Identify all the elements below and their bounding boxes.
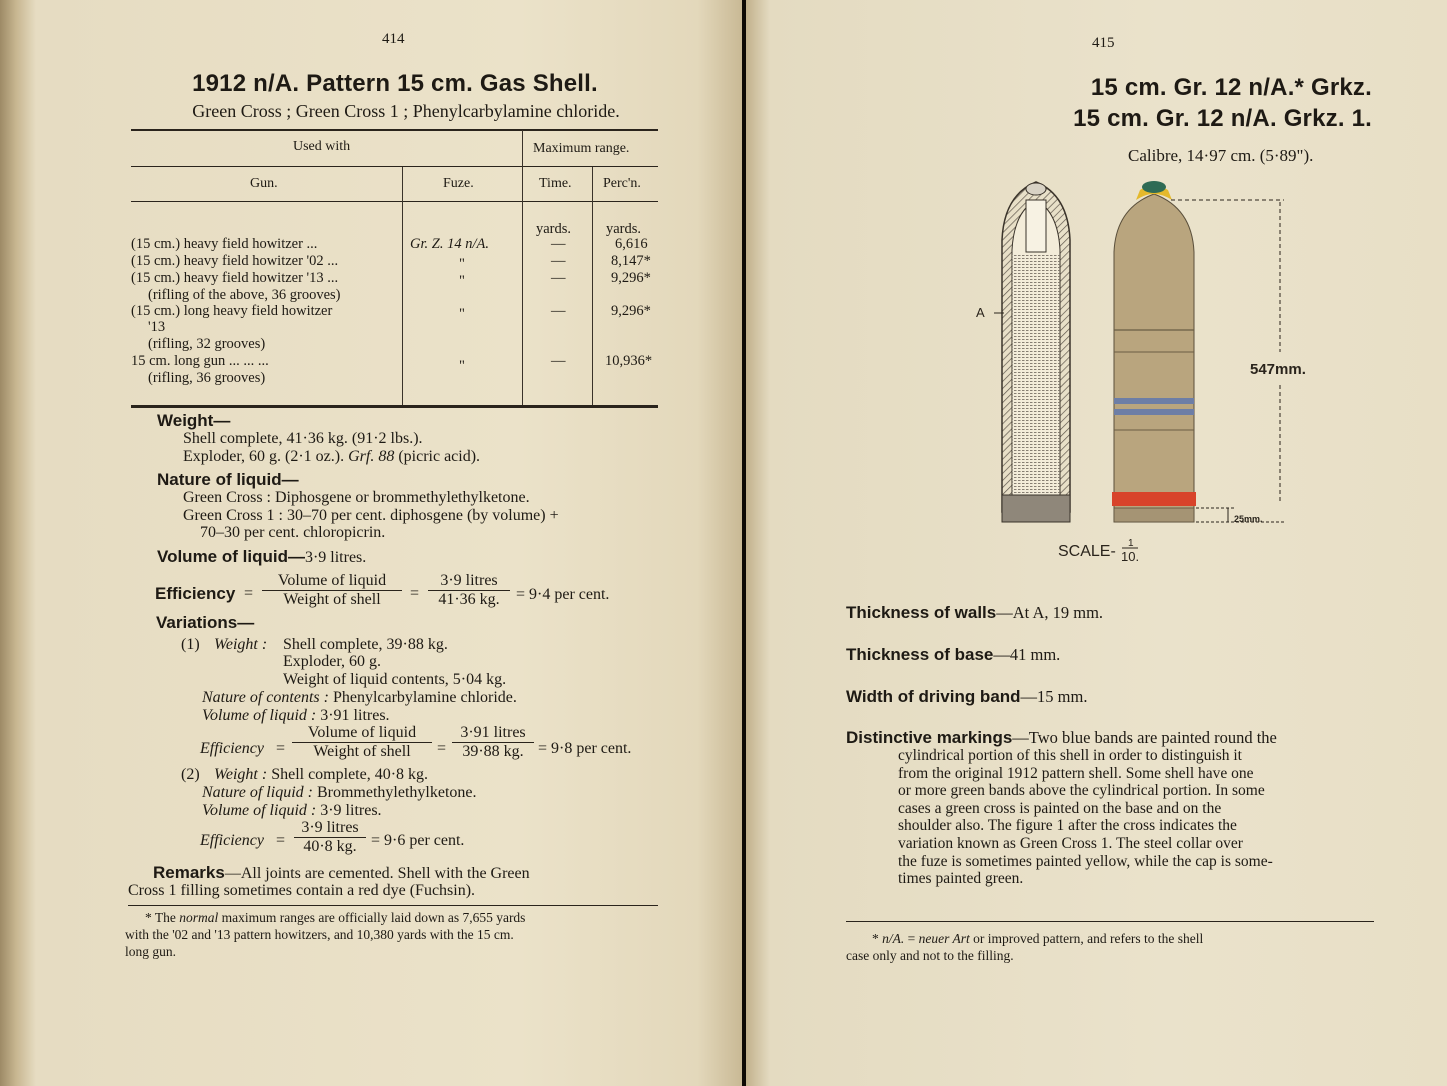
table-row-fuze: "	[459, 358, 465, 374]
table-row-perc: 9,296*	[611, 303, 651, 319]
header-time: Time.	[539, 176, 572, 191]
table-row-perc: 10,936*	[605, 353, 653, 369]
markings-text: cylindrical portion of this shell in order to distinguish it from the original 1912 pattern shell. Some shell have one or more green bands above the cylindrical portion. In some cases a green cross is painted on the base and on the shoulder also. The figure 1 after the cross indicates the variation known as Green Cross 1. The steel collar over the fuze is sometimes painted yellow, while the cap is some- times painted green.	[898, 747, 1273, 888]
efficiency-result: = 9·4 per cent.	[516, 586, 610, 603]
nature-line: 70–30 per cent. chloropicrin.	[200, 524, 386, 541]
scale-numerator: 1	[1128, 538, 1134, 549]
nature-line: Green Cross : Diphosgene or brommethylethylketone.	[183, 489, 530, 506]
footnote: * The normal maximum ranges are officially laid down as 7,655 yards	[145, 910, 526, 925]
variation-2-nature: Nature of liquid : Brommethylethylketone.	[202, 784, 477, 801]
variation-1-efficiency-label: Efficiency	[200, 740, 264, 757]
variation-2-volume: Volume of liquid : 3·9 litres.	[202, 802, 382, 819]
variation-1-fraction: Volume of liquid Weight of shell	[292, 724, 432, 761]
table-row-fuze: Gr. Z. 14 n/A.	[410, 236, 489, 252]
table-row-time: —	[551, 303, 566, 319]
remarks: Remarks—All joints are cemented. Shell with the Green	[153, 863, 530, 882]
table-row-gun-note: (rifling, 36 grooves)	[148, 370, 266, 386]
footnote-line: long gun.	[125, 944, 177, 959]
remarks-line-2: Cross 1 filling sometimes contain a red dye (Fuchsin).	[128, 882, 476, 899]
footnote-line: with the '02 and '13 pattern howitzers, and 10,380 yards with the 15 cm.	[125, 927, 514, 942]
footnote-line: case only and not to the filling.	[846, 948, 1014, 963]
table-row-time: —	[551, 236, 566, 252]
table-row-gun: (15 cm.) long heavy field howitzer	[131, 303, 333, 319]
driving-band-width: Width of driving band—15 mm.	[846, 687, 1088, 706]
variation-1-fraction: 3·91 litres 39·88 kg.	[452, 724, 534, 761]
page-number: 414	[382, 31, 405, 47]
unit-time: yards.	[536, 221, 572, 237]
header-percn: Perc'n.	[603, 176, 641, 191]
variation-2-fraction: 3·9 litres 40·8 kg.	[294, 819, 366, 856]
table-row-time: —	[551, 270, 566, 286]
header-gun: Gun.	[250, 176, 278, 191]
label-a: A	[976, 305, 985, 320]
length-label: 547mm.	[1250, 361, 1306, 378]
green-cap	[1142, 181, 1166, 193]
nature-heading: Nature of liquid—	[157, 470, 299, 489]
page-title-2: 15 cm. Gr. 12 n/A. Grkz. 1.	[1073, 105, 1372, 132]
variation-1-volume: Volume of liquid : 3·91 litres.	[202, 707, 390, 724]
variation-1-weight: Shell complete, 39·88 kg.	[283, 636, 448, 653]
page-number: 415	[1092, 35, 1115, 51]
weight-line: Shell complete, 41·36 kg. (91·2 lbs.).	[183, 430, 423, 447]
weight-line: Exploder, 60 g. (2·1 oz.). Grf. 88 (picric acid).	[183, 448, 481, 465]
table-row-gun-note: (rifling of the above, 36 grooves)	[148, 287, 341, 303]
blue-band	[1114, 398, 1194, 404]
shell-exterior	[1112, 181, 1196, 522]
table-row-gun-note: '13	[148, 319, 166, 335]
table-row-fuze: "	[459, 273, 465, 289]
thickness-base: Thickness of base—41 mm.	[846, 645, 1061, 664]
table-row-time: —	[551, 253, 566, 269]
variation-1-weight: Weight of liquid contents, 5·04 kg.	[283, 671, 507, 688]
scale-denominator: 10.	[1121, 549, 1140, 564]
footnote: * n/A. = neuer Art or improved pattern, and refers to the shell	[872, 931, 1204, 946]
weight-heading: Weight—	[157, 411, 231, 430]
nature-line: Green Cross 1 : 30–70 per cent. diphosgene (by volume) +	[183, 507, 559, 524]
header-max-range: Maximum range.	[533, 141, 630, 156]
driving-band	[1112, 492, 1196, 506]
shell-cross-section	[1002, 182, 1070, 522]
thickness-walls: Thickness of walls—At A, 19 mm.	[846, 603, 1104, 622]
variations-heading: Variations—	[156, 613, 255, 632]
table-row-perc: 9,296*	[611, 270, 651, 286]
efficiency-fraction: 3·9 litres 41·36 kg.	[428, 572, 510, 609]
table-row-gun: (15 cm.) heavy field howitzer '13 ...	[131, 270, 339, 286]
band-label: 25mm.	[1234, 514, 1263, 524]
variation-1-result: = 9·8 per cent.	[538, 740, 632, 757]
variation-1-weight: Exploder, 60 g.	[283, 653, 382, 670]
table-row-gun-note: (rifling, 32 grooves)	[148, 336, 266, 352]
page-title: 15 cm. Gr. 12 n/A.* Grkz.	[1090, 74, 1372, 101]
page-subtitle: Green Cross ; Green Cross 1 ; Phenylcarbylamine chloride.	[192, 101, 620, 121]
variation-2-result: = 9·6 per cent.	[371, 832, 465, 849]
blue-band	[1114, 409, 1194, 415]
table-row-perc: 6,616	[615, 236, 648, 252]
table-row-perc: 8,147*	[611, 253, 651, 269]
left-page: 414 1912 n/A. Pattern 15 cm. Gas Shell. Green Cross ; Green Cross 1 ; Phenylcarbylamine chloride. Used with Maximum range. Gun. Fuze. Time. Perc'n. yards. yards. (15 cm.) heavy field howitzer ... Gr. Z. 14 n/A. — 6,616 (15 cm.) heavy field howitzer '02 ... " — 8,147* (15 cm.) heavy field howitzer '13 ... (rifling of the above, 36 grooves) " — 9,296* (15 cm.) long heavy field howitzer '13 (rifling, 32 grooves) " — 9,296* 15 cm. long gun ... ... ... (rifling, 36 grooves) " — 10,936* Weight— Shell complete, 41·36 kg. (91·2 lbs.). Exploder, 60 g. (2·1 oz.). Grf. 88 (picric acid). Nature of liquid— Green Cross : Diphosgene or brommethylethylketone. Green Cross 1 : 30–70 per cent. diphosgene (by volume) + 70–30 per cent. chloropicrin. Volume of liquid—3·9 litres. Efficiency = Volume of liquid Weight of shell = 3·9 litres 41·36 kg. = 9·4 per cent. Variations— (1) Weight : Shell complete, 39·88 kg. Exploder, 60 g. Weight of liquid contents, 5·04 kg. Nature of contents : Phenylcarbylamine chloride. Volume of liquid : 3·91 litres. Efficiency = Volume of liquid Weight of shell = 3·91 litres 39·88 kg. = 9·8 per cent. (2) Weight : Shell complete, 40·8 kg. Nature of liquid : Brommethylethylketone. Volume of liquid : 3·9 litres. Efficiency = 3·9 litres 40·8 kg. = 9·6 per cent. Remarks—All joints are cemented. Shell with the Green Cross 1 filling sometimes contain a red dye (Fuchsin). * The normal maximum ranges are officially laid down as 7,655 yards with the '02 and '13 pattern howitzers, and 10,380 yards with the 15 cm. long gun.	[0, 0, 742, 1086]
table-row-gun: (15 cm.) heavy field howitzer '02 ...	[131, 253, 339, 269]
variation-2-weight: Weight : Shell complete, 40·8 kg.	[214, 766, 429, 783]
table-row-fuze: "	[459, 256, 465, 272]
variation-2-label: (2)	[181, 766, 200, 783]
unit-perc: yards.	[606, 221, 642, 237]
variation-2-efficiency-label: Efficiency	[200, 832, 264, 849]
table-row-gun: (15 cm.) heavy field howitzer ...	[131, 236, 318, 252]
variation-1-nature: Nature of contents : Phenylcarbylamine chloride.	[202, 689, 517, 706]
variation-1-weight-label: Weight :	[214, 636, 268, 653]
table-row-time: —	[551, 353, 566, 369]
table-row-fuze: "	[459, 306, 465, 322]
variation-1-label: (1)	[181, 636, 200, 653]
page-title: 1912 n/A. Pattern 15 cm. Gas Shell.	[192, 70, 598, 97]
header-used-with: Used with	[293, 139, 351, 154]
efficiency-label: Efficiency	[155, 584, 236, 603]
shell-diagram	[966, 170, 1326, 570]
right-page	[746, 0, 1447, 1086]
table-row-gun: 15 cm. long gun ... ... ...	[131, 353, 269, 369]
header-fuze: Fuze.	[443, 176, 474, 191]
markings-heading: Distinctive markings—Two blue bands are painted round the	[846, 728, 1277, 747]
calibre: Calibre, 14·97 cm. (5·89").	[1128, 146, 1314, 165]
efficiency-fraction: Volume of liquid Weight of shell	[262, 572, 402, 609]
volume-line: Volume of liquid—3·9 litres.	[157, 547, 367, 566]
scale-label: SCALE-	[1058, 543, 1116, 560]
